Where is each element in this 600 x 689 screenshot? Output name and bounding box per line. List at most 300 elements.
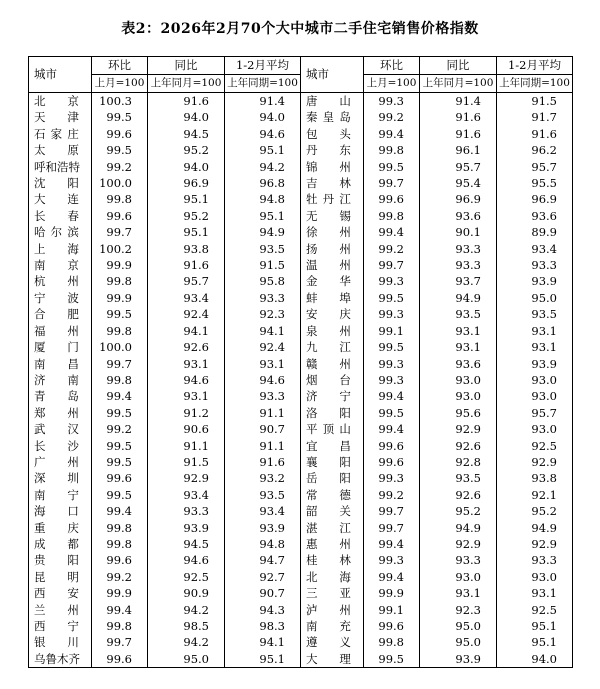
city-name: 北京 [34,94,79,108]
avg-value-cell: 93.9 [225,520,301,536]
city-name: 秦皇岛 [306,110,351,125]
city-cell-right [301,273,364,289]
yoy-value-cell: 94.5 [148,536,225,552]
yoy-value-cell: 94.2 [148,634,225,650]
mom-value-cell: 99.8 [92,191,148,207]
city-name: 兰州 [34,602,79,617]
avg-value-cell: 92.9 [497,536,573,552]
city-cell-left [29,241,92,257]
city-cell-left [29,142,92,158]
avg-value-cell: 95.8 [225,273,301,289]
yoy-value-cell: 94.9 [420,520,497,536]
avg-value-cell: 93.3 [225,290,301,306]
yoy-value-cell: 95.0 [420,634,497,650]
city-cell-left [29,257,92,273]
mom-value-cell: 99.8 [364,208,420,224]
city-name: 长沙 [34,438,79,453]
city-name: 沈阳 [34,176,79,191]
table-row [29,208,573,224]
city-cell-left [29,405,92,421]
city-cell-right [301,487,364,503]
yoy-value-cell: 92.6 [420,487,497,503]
city-name: 三亚 [306,586,351,601]
city-name: 蚌埠 [306,290,351,305]
yoy-value-cell: 92.5 [148,569,225,585]
city-cell-right [301,126,364,142]
avg-value-cell: 95.1 [225,208,301,224]
avg-value-cell: 98.3 [225,618,301,634]
yoy-value-cell: 93.9 [420,651,497,668]
city-name: 上海 [34,241,79,256]
yoy-value-cell: 92.8 [420,454,497,470]
mom-value-cell: 99.5 [92,405,148,421]
mom-value-cell: 99.4 [92,602,148,618]
city-cell-right [301,339,364,355]
table-row [29,569,573,585]
city-name: 遵义 [306,635,351,650]
city-cell-left [29,602,92,618]
yoy-value-cell: 95.2 [420,503,497,519]
city-cell-left [29,208,92,224]
city-cell-right [301,142,364,158]
mom-value-cell: 99.9 [364,585,420,601]
yoy-value-cell: 91.2 [148,405,225,421]
city-name: 韶关 [306,504,351,519]
yoy-value-cell: 93.8 [148,241,225,257]
header-avg-left: 1-2月平均 [225,57,301,75]
mom-value-cell: 100.0 [92,339,148,355]
avg-value-cell: 94.1 [225,634,301,650]
yoy-value-cell: 93.3 [420,257,497,273]
mom-value-cell: 99.5 [92,454,148,470]
yoy-value-cell: 92.9 [420,536,497,552]
table-row [29,273,573,289]
yoy-value-cell: 94.0 [148,159,225,175]
yoy-value-cell: 93.1 [420,585,497,601]
mom-value-cell: 99.5 [92,438,148,454]
mom-value-cell: 99.3 [364,372,420,388]
yoy-value-cell: 93.1 [148,388,225,404]
yoy-value-cell: 94.6 [148,372,225,388]
yoy-value-cell: 95.0 [420,618,497,634]
table-row [29,421,573,437]
avg-value-cell: 91.5 [225,257,301,273]
city-cell-left [29,290,92,306]
city-cell-right [301,438,364,454]
mom-value-cell: 99.7 [92,356,148,372]
avg-value-cell: 93.0 [497,388,573,404]
mom-value-cell: 99.4 [92,503,148,519]
yoy-value-cell: 94.6 [148,552,225,568]
yoy-value-cell: 95.2 [148,208,225,224]
city-cell-right [301,191,364,207]
city-cell-left [29,306,92,322]
city-name: 平顶山 [306,422,351,437]
mom-value-cell: 99.5 [364,405,420,421]
city-name: 天津 [34,110,79,125]
mom-value-cell: 99.4 [364,569,420,585]
table-row [29,618,573,634]
avg-value-cell: 93.9 [497,356,573,372]
city-name: 西安 [34,586,79,601]
city-cell-left [29,520,92,536]
yoy-value-cell: 90.9 [148,585,225,601]
table-row [29,602,573,618]
city-cell-right [301,208,364,224]
mom-value-cell: 99.2 [364,241,420,257]
table-row [29,356,573,372]
avg-value-cell: 92.3 [225,306,301,322]
city-cell-right [301,372,364,388]
avg-value-cell: 96.8 [225,175,301,191]
city-cell-left [29,339,92,355]
avg-value-cell: 92.5 [497,438,573,454]
table-row [29,405,573,421]
city-name: 襄阳 [306,454,351,469]
mom-value-cell: 99.5 [364,290,420,306]
mom-value-cell: 99.8 [92,536,148,552]
table-row [29,487,573,503]
avg-value-cell: 93.0 [497,372,573,388]
avg-value-cell: 93.0 [497,569,573,585]
city-cell-left [29,470,92,486]
city-name: 南昌 [34,356,79,371]
city-name: 青岛 [34,389,79,404]
city-name: 牡丹江 [306,192,351,207]
avg-value-cell: 95.1 [497,634,573,650]
avg-value-cell: 94.9 [497,520,573,536]
yoy-value-cell: 93.1 [420,323,497,339]
city-name: 成都 [34,536,79,551]
mom-value-cell: 99.7 [364,257,420,273]
city-name: 银川 [34,635,79,650]
city-name: 温州 [306,258,351,273]
city-name: 烟台 [306,372,351,387]
mom-value-cell: 99.6 [364,438,420,454]
city-name: 安庆 [306,307,351,322]
city-name: 深圳 [34,471,79,486]
avg-value-cell: 94.3 [225,602,301,618]
city-cell-right [301,421,364,437]
mom-value-cell: 99.6 [364,454,420,470]
city-cell-left [29,569,92,585]
yoy-value-cell: 90.6 [148,421,225,437]
mom-value-cell: 99.8 [92,273,148,289]
city-cell-left [29,191,92,207]
yoy-value-cell: 92.6 [420,438,497,454]
mom-value-cell: 99.6 [364,191,420,207]
avg-value-cell: 93.4 [497,241,573,257]
yoy-value-cell: 93.6 [420,356,497,372]
yoy-value-cell: 92.6 [148,339,225,355]
header-yoy-base-right: 上年同月=100 [420,75,497,93]
yoy-value-cell: 92.3 [420,602,497,618]
mom-value-cell: 99.4 [364,388,420,404]
yoy-value-cell: 93.0 [420,388,497,404]
city-name: 锦州 [306,159,351,174]
avg-value-cell: 93.1 [497,339,573,355]
mom-value-cell: 99.6 [92,470,148,486]
city-name: 岳阳 [306,471,351,486]
city-name: 长春 [34,208,79,223]
mom-value-cell: 99.8 [92,618,148,634]
city-cell-left [29,109,92,125]
avg-value-cell: 93.5 [225,487,301,503]
avg-value-cell: 90.7 [225,421,301,437]
yoy-value-cell: 92.9 [420,421,497,437]
avg-value-cell: 95.1 [225,651,301,668]
table-row [29,339,573,355]
city-cell-left [29,487,92,503]
city-cell-right [301,536,364,552]
table-row [29,552,573,568]
mom-value-cell: 99.7 [92,224,148,240]
yoy-value-cell: 92.9 [148,470,225,486]
yoy-value-cell: 93.3 [148,503,225,519]
avg-value-cell: 92.1 [497,487,573,503]
mom-value-cell: 99.8 [92,520,148,536]
header-city-left: 城市 [29,57,92,93]
city-cell-left [29,323,92,339]
city-name: 唐山 [306,94,351,108]
yoy-value-cell: 95.2 [148,142,225,158]
mom-value-cell: 99.4 [364,421,420,437]
city-name: 常德 [306,487,351,502]
mom-value-cell: 99.9 [92,257,148,273]
avg-value-cell: 94.2 [225,159,301,175]
table-row [29,109,573,125]
table-row [29,438,573,454]
avg-value-cell: 94.8 [225,536,301,552]
city-name: 丹东 [306,143,351,158]
yoy-value-cell: 91.6 [420,109,497,125]
city-cell-left [29,126,92,142]
table-row [29,520,573,536]
mom-value-cell: 99.6 [92,126,148,142]
city-cell-right [301,405,364,421]
city-cell-right [301,257,364,273]
mom-value-cell: 99.2 [92,159,148,175]
city-name: 昆明 [34,569,79,584]
mom-value-cell: 99.5 [364,339,420,355]
mom-value-cell: 99.5 [92,306,148,322]
city-name: 包头 [306,126,351,141]
city-name: 济宁 [306,389,351,404]
city-name: 吉林 [306,176,351,191]
mom-value-cell: 99.9 [92,290,148,306]
avg-value-cell: 93.9 [497,273,573,289]
mom-value-cell: 99.4 [364,224,420,240]
mom-value-cell: 99.2 [92,569,148,585]
city-cell-left [29,618,92,634]
yoy-value-cell: 90.1 [420,224,497,240]
mom-value-cell: 99.5 [364,651,420,668]
city-name: 石家庄 [34,126,79,141]
city-cell-right [301,290,364,306]
avg-value-cell: 94.6 [225,372,301,388]
avg-value-cell: 93.8 [497,470,573,486]
city-name: 大连 [34,192,79,207]
header-row-main [29,57,573,75]
table-row [29,323,573,339]
yoy-value-cell: 95.4 [420,175,497,191]
avg-value-cell: 93.2 [225,470,301,486]
header-yoy-base-left: 上年同月=100 [148,75,225,93]
avg-value-cell: 93.1 [497,323,573,339]
avg-value-cell: 93.5 [225,241,301,257]
city-name: 桂林 [306,553,351,568]
yoy-value-cell: 96.9 [420,191,497,207]
yoy-value-cell: 93.0 [420,372,497,388]
city-cell-right [301,569,364,585]
mom-value-cell: 99.2 [364,487,420,503]
yoy-value-cell: 95.1 [148,224,225,240]
city-cell-left [29,503,92,519]
city-name: 济南 [34,372,79,387]
avg-value-cell: 94.1 [225,323,301,339]
table-body [29,93,573,668]
avg-value-cell: 91.6 [225,454,301,470]
avg-value-cell: 92.5 [497,602,573,618]
yoy-value-cell: 98.5 [148,618,225,634]
table-row [29,585,573,601]
table-title: 表2：2026年2月70个大中城市二手住宅销售价格指数 [121,21,479,37]
city-name: 广州 [34,454,79,469]
table-row [29,470,573,486]
table-row [29,372,573,388]
yoy-value-cell: 93.3 [420,552,497,568]
city-name: 大理 [306,651,351,666]
mom-value-cell: 99.3 [364,552,420,568]
city-name: 九江 [306,340,351,355]
avg-value-cell: 90.7 [225,585,301,601]
yoy-value-cell: 95.0 [148,651,225,668]
city-name: 合肥 [34,307,79,322]
city-cell-right [301,241,364,257]
avg-value-cell: 94.6 [225,126,301,142]
yoy-value-cell: 93.5 [420,470,497,486]
price-index-table [28,56,573,668]
yoy-value-cell: 93.5 [420,306,497,322]
header-mom-base-right: 上月=100 [364,75,420,93]
city-cell-left [29,159,92,175]
avg-value-cell: 91.7 [497,109,573,125]
city-cell-right [301,618,364,634]
avg-value-cell: 91.5 [497,93,573,110]
city-cell-left [29,388,92,404]
yoy-value-cell: 94.9 [420,290,497,306]
mom-value-cell: 99.3 [364,356,420,372]
city-name: 南宁 [34,487,79,502]
city-cell-right [301,503,364,519]
header-avg-base-left: 上年同期=100 [225,75,301,93]
mom-value-cell: 99.7 [364,520,420,536]
avg-value-cell: 93.1 [225,356,301,372]
mom-value-cell: 99.9 [92,585,148,601]
table-row [29,126,573,142]
yoy-value-cell: 91.1 [148,438,225,454]
city-cell-right [301,175,364,191]
table-row [29,175,573,191]
header-mom-right: 环比 [364,57,420,75]
city-name: 泸州 [306,602,351,617]
table-row [29,93,573,110]
avg-value-cell: 94.7 [225,552,301,568]
mom-value-cell: 99.7 [364,503,420,519]
avg-value-cell: 95.5 [497,175,573,191]
mom-value-cell: 99.1 [364,323,420,339]
table-row [29,454,573,470]
city-name: 呼和浩特 [34,159,80,174]
city-cell-right [301,388,364,404]
city-name: 泉州 [306,323,351,338]
city-name: 湛江 [306,520,351,535]
city-cell-right [301,520,364,536]
yoy-value-cell: 95.6 [420,405,497,421]
mom-value-cell: 99.3 [364,273,420,289]
city-name: 西宁 [34,619,79,633]
table-row [29,159,573,175]
city-cell-right [301,634,364,650]
city-cell-right [301,109,364,125]
avg-value-cell: 95.0 [497,290,573,306]
city-name: 扬州 [306,241,351,256]
yoy-value-cell: 93.6 [420,208,497,224]
mom-value-cell: 99.5 [92,487,148,503]
city-cell-right [301,470,364,486]
yoy-value-cell: 91.6 [148,93,225,110]
yoy-value-cell: 94.1 [148,323,225,339]
table-row [29,224,573,240]
avg-value-cell: 93.3 [225,388,301,404]
table-row [29,651,573,668]
yoy-value-cell: 93.0 [420,569,497,585]
avg-value-cell: 93.1 [497,585,573,601]
mom-value-cell: 99.8 [92,323,148,339]
city-name: 洛阳 [306,405,351,420]
city-name: 南京 [34,258,79,273]
city-cell-right [301,224,364,240]
yoy-value-cell: 93.1 [148,356,225,372]
city-name: 海口 [34,504,79,519]
avg-value-cell: 91.1 [225,438,301,454]
city-cell-right [301,159,364,175]
avg-value-cell: 93.5 [497,306,573,322]
yoy-value-cell: 94.2 [148,602,225,618]
city-cell-left [29,372,92,388]
mom-value-cell: 99.3 [364,93,420,110]
city-name: 宜昌 [306,438,351,453]
mom-value-cell: 99.3 [364,306,420,322]
city-cell-right [301,651,364,668]
city-cell-left [29,273,92,289]
city-cell-left [29,175,92,191]
city-name: 宁波 [34,290,79,305]
avg-value-cell: 95.1 [497,618,573,634]
city-name: 太原 [34,143,79,158]
yoy-value-cell: 93.4 [148,290,225,306]
table-row [29,503,573,519]
table-row [29,142,573,158]
city-cell-left [29,585,92,601]
table-row [29,191,573,207]
city-cell-left [29,224,92,240]
mom-value-cell: 100.3 [92,93,148,110]
city-cell-left [29,356,92,372]
city-name: 哈尔滨 [34,225,79,240]
mom-value-cell: 99.3 [364,470,420,486]
city-cell-left [29,454,92,470]
